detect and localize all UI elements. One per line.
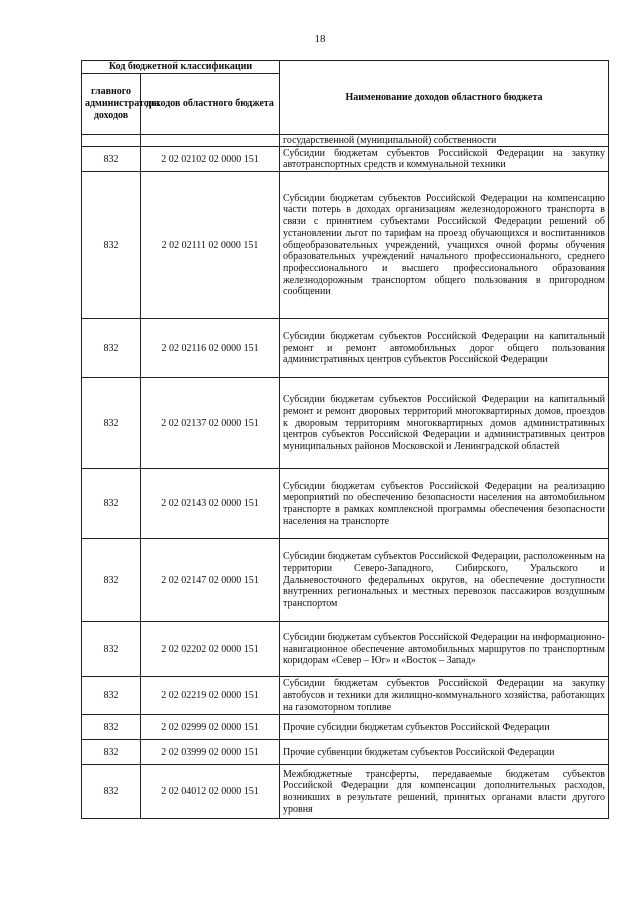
table-row bbox=[82, 378, 609, 469]
admin-cell: 832 bbox=[82, 765, 141, 819]
code-cell: 2 02 04012 02 0000 151 bbox=[141, 765, 280, 819]
name-cell: Межбюджетные трансферты, передаваемые бюджетам субъектов Российской Федерации для компенсации дополнительных расходов, возникших в результате решений, принятых органами власти другого уровня bbox=[280, 765, 609, 819]
table-row bbox=[82, 677, 609, 715]
table-row bbox=[82, 715, 609, 740]
continuation-name-cell: государственной (муниципальной) собственности bbox=[280, 134, 609, 147]
admin-cell: 832 bbox=[82, 378, 141, 469]
table-row bbox=[82, 740, 609, 765]
admin-cell: 832 bbox=[82, 147, 141, 172]
code-cell: 2 02 02116 02 0000 151 bbox=[141, 319, 280, 378]
name-cell: Субсидии бюджетам субъектов Российской Федерации на капитальный ремонт и ремонт автомобильных дорог общего пользования административных центров субъектов Российской Федерации bbox=[280, 319, 609, 378]
header-budget-classification-code: Код бюджетной классификации bbox=[82, 61, 280, 74]
name-cell: Субсидии бюджетам субъектов Российской Федерации на закупку автотранспортных средств и коммунальной техники bbox=[280, 147, 609, 172]
admin-cell: 832 bbox=[82, 539, 141, 622]
code-cell: 2 02 02147 02 0000 151 bbox=[141, 539, 280, 622]
continuation-admin-cell bbox=[82, 134, 141, 147]
admin-cell: 832 bbox=[82, 172, 141, 319]
code-cell: 2 02 02999 02 0000 151 bbox=[141, 715, 280, 740]
admin-cell: 832 bbox=[82, 740, 141, 765]
code-cell: 2 02 02111 02 0000 151 bbox=[141, 172, 280, 319]
code-cell: 2 02 02137 02 0000 151 bbox=[141, 378, 280, 469]
header-admin: главного администратора доходов bbox=[82, 73, 141, 134]
table-row bbox=[82, 539, 609, 622]
name-cell: Субсидии бюджетам субъектов Российской Федерации на информационно-навигационное обеспечение автомобильных маршрутов по транспортным коридорам «Север – Юг» и «Восток – Запад» bbox=[280, 622, 609, 677]
table-row bbox=[82, 622, 609, 677]
name-cell: Субсидии бюджетам субъектов Российской Федерации, расположенным на территории Северо-Западного, Сибирского, Уральского и Дальневосточного федеральных округов, на обеспечение доступности внутренних региональных и местных перевозок пассажиров воздушным транспортом bbox=[280, 539, 609, 622]
table-row bbox=[82, 765, 609, 819]
table-row-continuation bbox=[82, 134, 609, 147]
code-cell: 2 02 02202 02 0000 151 bbox=[141, 622, 280, 677]
code-cell: 2 02 03999 02 0000 151 bbox=[141, 740, 280, 765]
admin-cell: 832 bbox=[82, 622, 141, 677]
header-code: доходов областного бюджета bbox=[141, 73, 280, 134]
admin-cell: 832 bbox=[82, 469, 141, 539]
budget-revenue-table bbox=[81, 60, 609, 819]
admin-cell: 832 bbox=[82, 319, 141, 378]
table-row bbox=[82, 172, 609, 319]
admin-cell: 832 bbox=[82, 677, 141, 715]
page-number: 18 bbox=[314, 33, 326, 45]
name-cell: Субсидии бюджетам субъектов Российской Федерации на реализацию мероприятий по обеспечению безопасности населения на автомобильном транспорте в рамках комплексной программы обеспечения безопасности населения на транспорте bbox=[280, 469, 609, 539]
code-cell: 2 02 02219 02 0000 151 bbox=[141, 677, 280, 715]
code-cell: 2 02 02102 02 0000 151 bbox=[141, 147, 280, 172]
name-cell: Субсидии бюджетам субъектов Российской Федерации на капитальный ремонт и ремонт дворовых территорий многоквартирных домов, проездов к дворовым территориям многоквартирных домов административных центров субъектов Российской Федерации и административных центров муниципальных районов Московской и Ленинградской областей bbox=[280, 378, 609, 469]
admin-cell: 832 bbox=[82, 715, 141, 740]
table-row bbox=[82, 319, 609, 378]
name-cell: Субсидии бюджетам субъектов Российской Федерации на компенсацию части потерь в доходах организациям железнодорожного транспорта в связи с принятием субъектами Российской Федерации решений об установлении льгот по тарифам на проезд обучающихся и воспитанников общеобразовательных учреждений, учащихся очной формы обучения образовательных учреждений начального профессионального, среднего профессионального и высшего профессионального образования железнодорожным транспортом общего пользования в пригородном сообщении bbox=[280, 172, 609, 319]
name-cell: Прочие субвенции бюджетам субъектов Российской Федерации bbox=[280, 740, 609, 765]
continuation-code-cell bbox=[141, 134, 280, 147]
name-cell: Субсидии бюджетам субъектов Российской Федерации на закупку автобусов и техники для жилищно-коммунального хозяйства, работающих на газомоторном топливе bbox=[280, 677, 609, 715]
name-cell: Прочие субсидии бюджетам субъектов Российской Федерации bbox=[280, 715, 609, 740]
code-cell: 2 02 02143 02 0000 151 bbox=[141, 469, 280, 539]
header-name: Наименование доходов областного бюджета bbox=[280, 61, 609, 135]
table-header-group-row bbox=[82, 61, 609, 74]
table-row bbox=[82, 147, 609, 172]
table-row bbox=[82, 469, 609, 539]
